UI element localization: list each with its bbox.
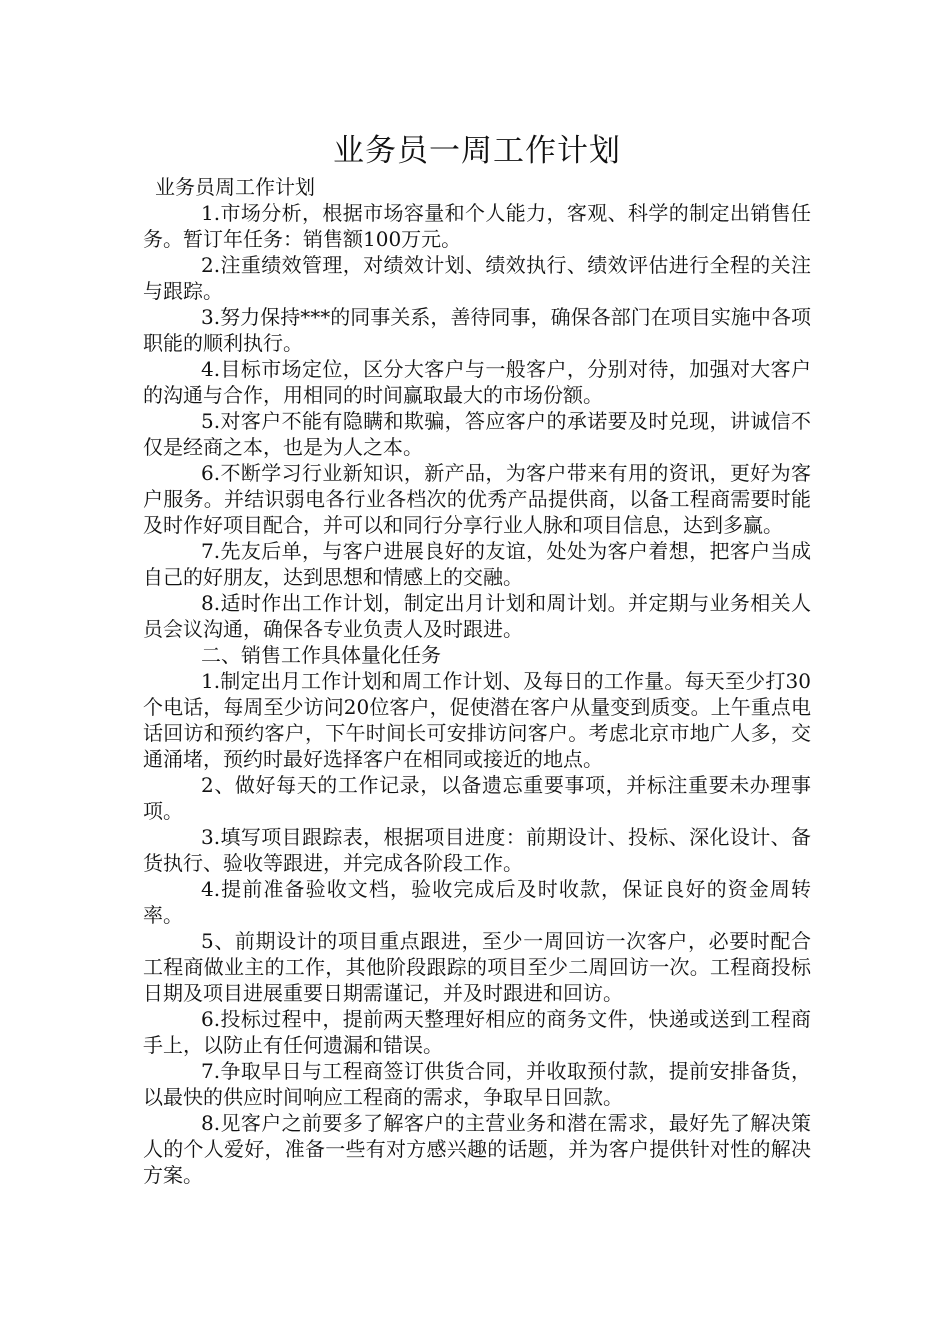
paragraph-7: 7.先友后单，与客户进展良好的友谊，处处为客户着想，把客户当成自己的好朋友，达到思想和情感上的交融。 — [143, 539, 811, 589]
paragraph-12: 4.提前准备验收文档，验收完成后及时收款，保证良好的资金周转率。 — [143, 877, 811, 927]
paragraph-14: 6.投标过程中，提前两天整理好相应的商务文件，快递或送到工程商手上，以防止有任何遗漏和错误。 — [143, 1007, 811, 1057]
document-title: 业务员一周工作计划 — [333, 133, 621, 169]
paragraph-16: 8.见客户之前要多了解客户的主营业务和潜在需求，最好先了解决策人的个人爱好，准备一些有对方感兴趣的话题，并为客户提供针对性的解决方案。 — [143, 1111, 811, 1187]
paragraph-4: 4.目标市场定位，区分大客户与一般客户，分别对待，加强对大客户的沟通与合作，用相同的时间赢取最大的市场份额。 — [143, 357, 811, 407]
paragraph-13: 5、前期设计的项目重点跟进，至少一周回访一次客户，必要时配合工程商做业主的工作，其他阶段跟踪的项目至少二周回访一次。工程商投标日期及项目进展重要日期需谨记，并及时跟进和回访。 — [143, 929, 811, 1005]
paragraph-3: 3.努力保持***的同事关系，善待同事，确保各部门在项目实施中各项职能的顺利执行。 — [143, 305, 811, 355]
paragraph-15: 7.争取早日与工程商签订供货合同，并收取预付款，提前安排备货，以最快的供应时间响应工程商的需求，争取早日回款。 — [143, 1059, 811, 1109]
paragraph-10: 2、做好每天的工作记录，以备遗忘重要事项，并标注重要未办理事项。 — [143, 773, 811, 823]
document-subtitle: 业务员周工作计划 — [155, 175, 315, 199]
paragraph-1: 1.市场分析，根据市场容量和个人能力，客观、科学的制定出销售任务。暂订年任务：销售额100万元。 — [143, 201, 811, 251]
paragraph-11: 3.填写项目跟踪表，根据项目进度：前期设计、投标、深化设计、备货执行、验收等跟进，并完成各阶段工作。 — [143, 825, 811, 875]
section-heading-2: 二、销售工作具体量化任务 — [201, 643, 441, 667]
paragraph-5: 5.对客户不能有隐瞒和欺骗，答应客户的承诺要及时兑现，讲诚信不仅是经商之本，也是为人之本。 — [143, 409, 811, 459]
paragraph-8: 8.适时作出工作计划，制定出月计划和周计划。并定期与业务相关人员会议沟通，确保各专业负责人及时跟进。 — [143, 591, 811, 641]
paragraph-9: 1.制定出月工作计划和周工作计划、及每日的工作量。每天至少打30个电话，每周至少访问20位客户，促使潜在客户从量变到质变。上午重点电话回访和预约客户，下午时间长可安排访问客户。考虑北京市地广人多，交通涌堵，预约时最好选择客户在相同或接近的地点。 — [143, 669, 811, 771]
paragraph-2: 2.注重绩效管理，对绩效计划、绩效执行、绩效评估进行全程的关注与跟踪。 — [143, 253, 811, 303]
paragraph-6: 6.不断学习行业新知识，新产品，为客户带来有用的资讯，更好为客户服务。并结识弱电各行业各档次的优秀产品提供商，以备工程商需要时能及时作好项目配合，并可以和同行分享行业人脉和项目信息，达到多赢。 — [143, 461, 811, 537]
document-page — [143, 128, 811, 1188]
